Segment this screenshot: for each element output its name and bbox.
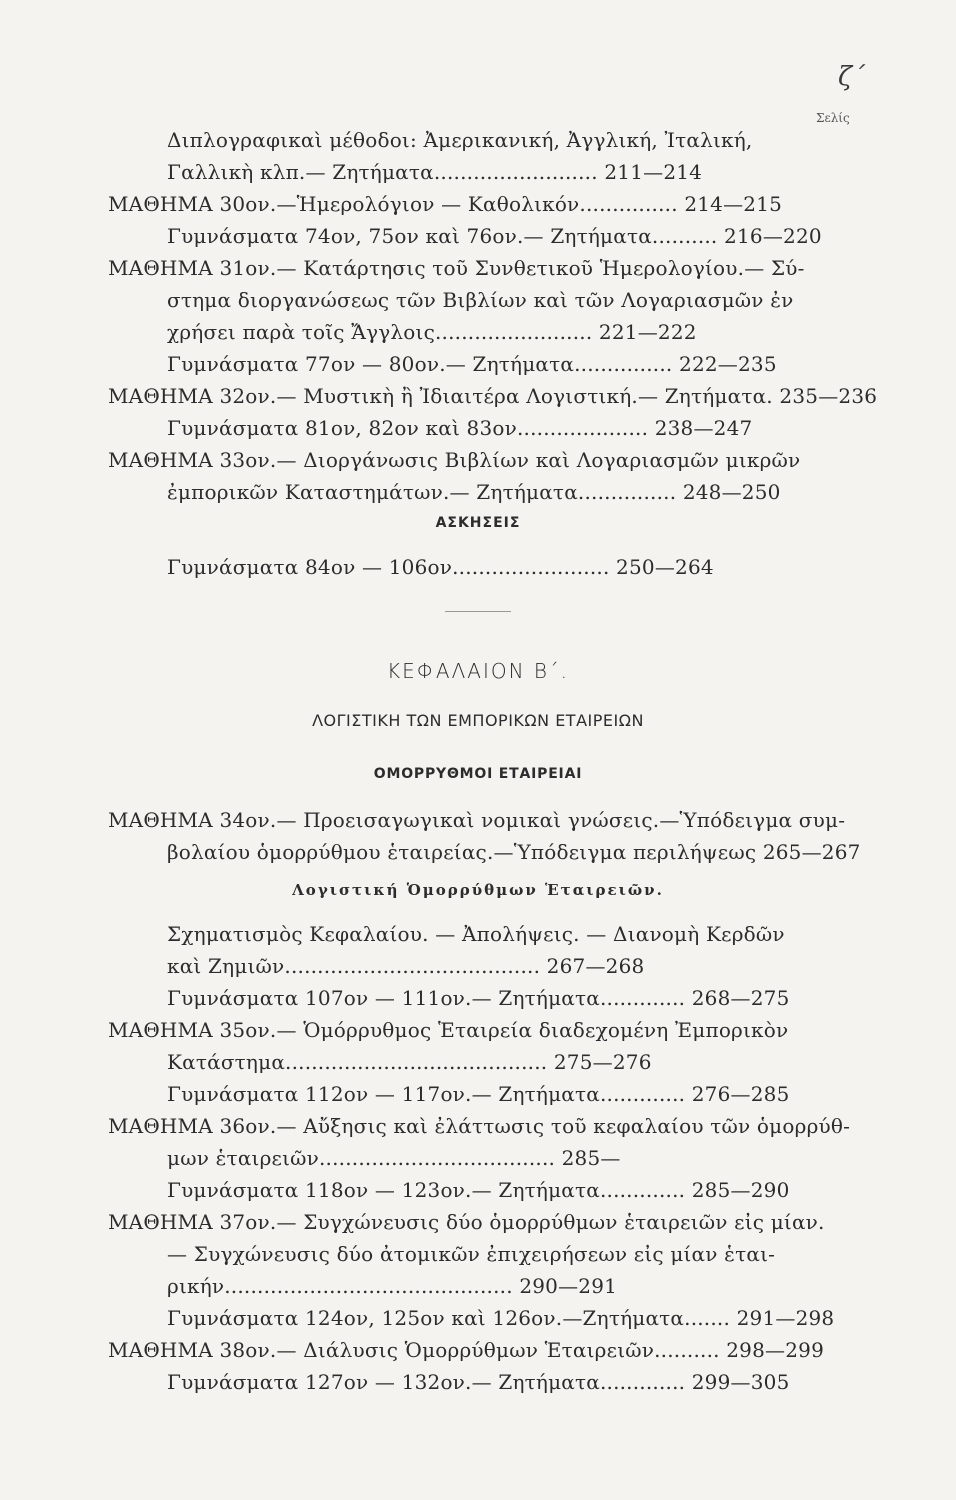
toc-line: Γυμνάσματα 124ον, 125ον καὶ 126ον.—Ζητήματα....... 291—298 [167, 1306, 835, 1330]
toc-line: στημα διοργανώσεως τῶν Βιβλίων καὶ τῶν Λογαριασμῶν ἐν [167, 288, 794, 312]
toc-line: ΜΑΘΗΜΑ 38ον.— Διάλυσις Ὁμορρύθμων Ἑταιρειῶν.......... 298—299 [108, 1338, 824, 1362]
toc-line: Κατάστημα........................................ 275—276 [167, 1050, 652, 1074]
toc-line: καὶ Ζημιῶν....................................... 267—268 [167, 954, 645, 978]
toc-line: ἐμπορικῶν Καταστημάτων.— Ζητήματα............... 248—250 [167, 480, 781, 504]
toc-line: χρήσει παρὰ τοῖς Ἄγγλοις........................ 221—222 [167, 320, 697, 344]
toc-line: Διπλογραφικαὶ μέθοδοι: Ἀμερικανική, Ἀγγλική, Ἰταλική, [167, 128, 753, 152]
toc-line: ρικήν............................................ 290—291 [167, 1274, 618, 1298]
page-number: ζ΄ [838, 62, 866, 92]
column-label: Σελίς [816, 111, 850, 125]
chapter-heading: ΚΕΦΑΛΑΙΟΝ Β΄. [386, 659, 570, 683]
toc-line: Σχηματισμὸς Κεφαλαίου. — Ἀπολήψεις. — Διανομὴ Κερδῶν [167, 922, 785, 946]
toc-line: Γυμνάσματα 112ον — 117ον.— Ζητήματα............. 276—285 [167, 1082, 790, 1106]
toc-line: Γυμνάσματα 118ον — 123ον.— Ζητήματα............. 285—290 [167, 1178, 790, 1202]
sub-heading: Λογιστική Ὁμορρύθμων Ἑταιρειῶν. [292, 881, 664, 899]
askiseis-heading: ΑΣΚΗΣΕΙΣ [435, 515, 521, 531]
toc-line: Γυμνάσματα 77ον — 80ον.— Ζητήματα............... 222—235 [167, 352, 777, 376]
toc-line: μων ἑταιρειῶν.................................... 285— [167, 1146, 621, 1170]
toc-line: βολαίου ὁμορρύθμου ἑταιρείας.—Ὑπόδειγμα περιλήψεως 265—267 [167, 840, 861, 864]
divider [445, 611, 511, 612]
toc-line: — Συγχώνευσις δύο ἀτομικῶν ἐπιχειρήσεων εἰς μίαν ἑται- [167, 1242, 776, 1266]
toc-line: Γυμνάσματα 74ον, 75ον καὶ 76ον.— Ζητήματα.......... 216—220 [167, 224, 822, 248]
toc-line: Γυμνάσματα 84ον — 106ον........................ 250—264 [167, 555, 714, 579]
toc-line: ΜΑΘΗΜΑ 34ον.— Προεισαγωγικαὶ νομικαὶ γνώσεις.—Ὑπόδειγμα συμ- [108, 808, 846, 832]
toc-line: Γυμνάσματα 81ον, 82ον καὶ 83ον.................... 238—247 [167, 416, 753, 440]
chapter-title: ΛΟΓΙΣΤΙΚΗ ΤΩΝ ΕΜΠΟΡΙΚΩΝ ΕΤΑΙΡΕΙΩΝ [312, 711, 644, 730]
toc-line: Γαλλικὴ κλπ.— Ζητήματα......................... 211—214 [167, 160, 703, 184]
toc-line: ΜΑΘΗΜΑ 36ον.— Αὔξησις καὶ ἐλάττωσις τοῦ κεφαλαίου τῶν ὁμορρύθ- [108, 1114, 851, 1138]
toc-line: ΜΑΘΗΜΑ 33ον.— Διοργάνωσις Βιβλίων καὶ Λογαριασμῶν μικρῶν [108, 448, 801, 472]
toc-line: ΜΑΘΗΜΑ 35ον.— Ὁμόρρυθμος Ἑταιρεία διαδεχομένη Ἐμπορικὸν [108, 1018, 789, 1042]
toc-line: ΜΑΘΗΜΑ 37ον.— Συγχώνευσις δύο ὁμορρύθμων ἑταιρειῶν εἰς μίαν. [108, 1210, 825, 1234]
toc-line: Γυμνάσματα 107ον — 111ον.— Ζητήματα............. 268—275 [167, 986, 790, 1010]
toc-line: ΜΑΘΗΜΑ 31ον.— Κατάρτησις τοῦ Συνθετικοῦ Ἡμερολογίου.— Σύ- [108, 256, 805, 280]
toc-line: ΜΑΘΗΜΑ 32ον.— Μυστικὴ ἢ Ἰδιαιτέρα Λογιστική.— Ζητήματα. 235—236 [108, 384, 878, 408]
toc-line: Γυμνάσματα 127ον — 132ον.— Ζητήματα............. 299—305 [167, 1370, 790, 1394]
section-heading: ΟΜΟΡΡΥΘΜΟΙ ΕΤΑΙΡΕΙΑΙ [373, 766, 583, 782]
toc-line: ΜΑΘΗΜΑ 30ον.—Ἡμερολόγιον — Καθολικόν............... 214—215 [108, 192, 783, 216]
